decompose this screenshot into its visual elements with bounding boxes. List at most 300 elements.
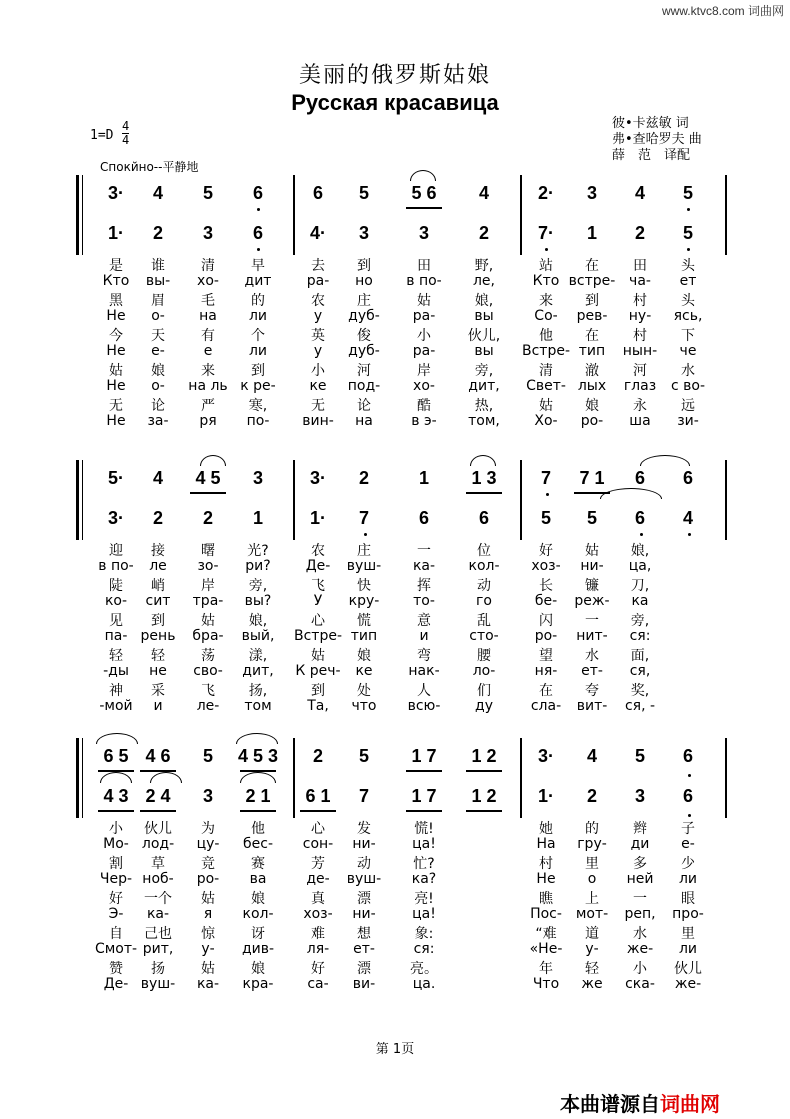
lyric-syllable: 他: [251, 821, 265, 837]
lyric-syllable: Со-: [534, 307, 558, 324]
barline: [725, 175, 727, 255]
lyric-syllable: 俊: [357, 328, 371, 344]
lyric-syllable: на: [355, 412, 373, 429]
lyric-syllable: 姑: [311, 648, 325, 664]
lyric-syllable: 难: [311, 926, 325, 942]
lyric-syllable: вуш-: [140, 975, 176, 992]
lyric-syllable: дуб-: [348, 307, 380, 324]
lyric-syllable: 澈: [585, 363, 599, 379]
note-upper: 2: [312, 746, 323, 766]
lyric-syllable: вуш-: [346, 557, 382, 574]
lyric-syllable: 人: [417, 683, 431, 699]
lyric-syllable: 心: [311, 613, 325, 629]
note-upper: 5: [358, 183, 369, 203]
lyric-syllable: 瞧: [539, 891, 553, 907]
lyric-syllable: вит-: [576, 697, 608, 714]
lyric-syllable: рень: [140, 627, 176, 644]
note-lower: 4 3: [103, 786, 129, 806]
lyric-syllable: зи-: [677, 412, 699, 429]
lyric-syllable: -ды: [103, 662, 129, 679]
lyric-syllable: реж-: [574, 592, 610, 609]
lyric-syllable: 好: [311, 961, 325, 977]
lyric-syllable: про-: [672, 905, 704, 922]
beam-underline: [466, 810, 502, 812]
note-upper: 5·: [107, 468, 124, 488]
lyric-syllable: вы?: [244, 592, 272, 609]
lyric-syllable: 一个: [144, 891, 172, 907]
lyric-syllable: 野,: [474, 258, 494, 274]
lyric-syllable: сто-: [469, 627, 499, 644]
octave-dot: [545, 248, 548, 251]
lyric-syllable: ра-: [306, 272, 330, 289]
lyric-syllable: 里: [585, 856, 599, 872]
lyric-syllable: са-: [307, 975, 329, 992]
lyric-syllable: 一: [585, 613, 599, 629]
lyric-syllable: ди: [630, 835, 650, 852]
lyric-syllable: 英: [311, 328, 325, 344]
lyric-syllable: Не: [106, 377, 126, 394]
lyric-syllable: 荡: [201, 648, 215, 664]
note-lower: 6: [634, 508, 645, 528]
note-lower: 3: [358, 223, 369, 243]
lyric-syllable: ся, -: [624, 697, 656, 714]
lyric-syllable: 今: [109, 328, 123, 344]
lyric-syllable: ну-: [628, 307, 652, 324]
lyric-syllable: 是: [109, 258, 123, 274]
lyric-syllable: 毛: [201, 293, 215, 309]
lyric-syllable: 飞: [201, 683, 215, 699]
lyric-syllable: ро-: [580, 412, 604, 429]
lyric-syllable: 慌!: [414, 821, 434, 837]
lyric-syllable: 水: [633, 926, 647, 942]
lyric-syllable: 娘: [251, 961, 265, 977]
lyric-syllable: 旁,: [248, 578, 268, 594]
lyric-syllable: Мо-: [103, 835, 129, 852]
tie-arc: [96, 733, 138, 744]
note-upper: 5 6: [411, 183, 437, 203]
lyric-syllable: 谁: [151, 258, 165, 274]
lyric-syllable: том: [244, 697, 272, 714]
note-upper: 4 5 3: [237, 746, 279, 766]
lyric-syllable: Чер-: [99, 870, 133, 887]
lyric-syllable: 望: [539, 648, 553, 664]
title-chinese: 美丽的俄罗斯姑娘: [298, 63, 491, 88]
lyric-syllable: вы: [474, 342, 494, 359]
note-lower: 1 2: [471, 786, 497, 806]
barline: [725, 738, 727, 818]
lyric-syllable: 神: [109, 683, 123, 699]
lyric-syllable: 动: [477, 578, 491, 594]
lyric-syllable: Не: [106, 412, 126, 429]
note-lower: 6: [478, 508, 489, 528]
lyric-syllable: 下: [681, 328, 695, 344]
lyric-syllable: о: [587, 870, 597, 887]
lyric-syllable: 漾,: [248, 648, 268, 664]
lyric-syllable: тра-: [192, 592, 224, 609]
lyric-syllable: ноб-: [142, 870, 174, 887]
lyric-syllable: 到: [585, 293, 599, 309]
lyric-syllable: ли: [678, 940, 698, 957]
lyric-syllable: 岸: [417, 363, 431, 379]
lyric-syllable: 心: [311, 821, 325, 837]
lyric-syllable: 光?: [247, 543, 269, 559]
lyric-syllable: 辫: [633, 821, 647, 837]
lyric-syllable: 到: [311, 683, 325, 699]
lyric-syllable: ет-: [353, 940, 375, 957]
tie-arc: [600, 488, 662, 499]
lyric-syllable: 来: [539, 293, 553, 309]
lyric-syllable: Та,: [307, 697, 329, 714]
lyric-syllable: 酷: [417, 398, 431, 414]
lyric-syllable: 芳: [311, 856, 325, 872]
lyric-syllable: 眉: [151, 293, 165, 309]
lyric-syllable: Не: [536, 870, 556, 887]
lyric-syllable: ло-: [472, 662, 496, 679]
watermark: www.ktvc8.com 词曲网: [661, 4, 784, 18]
lyric-syllable: вы: [474, 307, 494, 324]
lyric-syllable: у: [313, 307, 323, 324]
lyric-syllable: 庄: [357, 543, 371, 559]
lyric-syllable: ва: [249, 870, 267, 887]
note-lower: 1·: [537, 786, 554, 806]
lyric-syllable: 娘,: [248, 613, 268, 629]
lyric-syllable: к ре-: [240, 377, 276, 394]
lyric-syllable: 忙?: [413, 856, 435, 872]
lyric-syllable: же: [581, 975, 603, 992]
barline: [725, 460, 727, 540]
lyric-syllable: 道: [585, 926, 599, 942]
lyric-syllable: 长: [539, 578, 553, 594]
lyric-syllable: 到: [357, 258, 371, 274]
lyric-syllable: 庄: [357, 293, 371, 309]
lyric-syllable: Не: [106, 342, 126, 359]
lyric-syllable: 伙儿: [674, 961, 702, 977]
lyric-syllable: ле: [149, 557, 167, 574]
lyric-syllable: лод-: [141, 835, 175, 852]
lyric-syllable: 站: [539, 258, 553, 274]
lyric-syllable: бес-: [243, 835, 273, 852]
time-bottom: 4: [122, 133, 130, 147]
system-brace-inner: [82, 460, 83, 540]
lyric-syllable: ро-: [534, 627, 558, 644]
note-upper: 6: [312, 183, 323, 203]
lyric-syllable: в по-: [98, 557, 134, 574]
lyric-syllable: тип: [578, 342, 606, 359]
lyric-syllable: 头: [681, 258, 695, 274]
tie-arc: [236, 733, 278, 744]
lyric-syllable: ца!: [412, 905, 436, 922]
octave-dot: [546, 493, 549, 496]
lyric-syllable: 面,: [630, 648, 650, 664]
lyric-syllable: о-: [151, 377, 165, 394]
note-upper: 4: [478, 183, 489, 203]
note-lower: 2: [586, 786, 597, 806]
beam-underline: [300, 810, 336, 812]
lyric-syllable: же-: [674, 975, 702, 992]
lyric-syllable: 乱: [477, 613, 491, 629]
octave-dot: [257, 208, 260, 211]
lyric-syllable: гру-: [577, 835, 607, 852]
note-lower: 2: [152, 223, 163, 243]
lyric-syllable: 年: [539, 961, 553, 977]
lyric-syllable: Встре-: [521, 342, 570, 359]
note-lower: 5: [540, 508, 551, 528]
lyric-syllable: 亮!: [414, 891, 434, 907]
lyric-syllable: 扬: [151, 961, 165, 977]
lyric-syllable: ясь,: [673, 307, 703, 324]
lyric-syllable: ца,: [628, 557, 652, 574]
lyric-syllable: но: [355, 272, 373, 289]
lyric-syllable: 早: [251, 258, 265, 274]
lyric-syllable: 上: [585, 891, 599, 907]
lyric-syllable: 意: [417, 613, 431, 629]
note-lower: 7: [358, 508, 369, 528]
note-lower: 1·: [107, 223, 124, 243]
lyric-syllable: 热,: [474, 398, 494, 414]
note-upper: 4: [586, 746, 597, 766]
note-upper: 5: [682, 183, 693, 203]
key-signature: 1=D: [90, 128, 114, 143]
lyric-syllable: Де-: [103, 975, 129, 992]
note-upper: 4 6: [145, 746, 171, 766]
lyric-syllable: у-: [585, 940, 599, 957]
lyric-syllable: 的: [251, 293, 265, 309]
lyric-syllable: ке: [309, 377, 327, 394]
octave-dot: [688, 774, 691, 777]
lyric-syllable: ня-: [534, 662, 558, 679]
lyric-syllable: 为: [201, 821, 215, 837]
barline: [293, 175, 295, 255]
lyric-syllable: 陡: [109, 578, 123, 594]
system-brace: [76, 460, 79, 540]
lyric-syllable: 刀,: [630, 578, 650, 594]
lyric-syllable: 伙儿,: [467, 328, 501, 344]
lyric-syllable: Не: [106, 307, 126, 324]
lyric-syllable: ет-: [581, 662, 603, 679]
note-upper: 5: [202, 183, 213, 203]
tie-arc: [200, 455, 226, 466]
lyric-syllable: -мой: [99, 697, 133, 714]
lyric-syllable: ца!: [412, 835, 436, 852]
lyric-syllable: глаз: [623, 377, 657, 394]
lyric-syllable: 在: [585, 258, 599, 274]
lyric-syllable: мот-: [575, 905, 609, 922]
lyric-syllable: дит: [244, 272, 272, 289]
octave-dot: [364, 533, 367, 536]
lyric-syllable: 农: [311, 543, 325, 559]
tie-arc: [410, 170, 436, 181]
lyric-syllable: К реч-: [295, 662, 341, 679]
lyric-syllable: вы-: [145, 272, 171, 289]
credit-lyricist: 彼•卡兹敏 词: [612, 116, 689, 131]
lyric-syllable: кру-: [348, 592, 380, 609]
lyric-syllable: 眼: [681, 891, 695, 907]
lyric-syllable: ка-: [196, 975, 220, 992]
note-upper: 6: [682, 746, 693, 766]
lyric-syllable: на: [199, 307, 217, 324]
lyric-syllable: за-: [147, 412, 169, 429]
lyric-syllable: че: [679, 342, 697, 359]
note-lower: 2: [202, 508, 213, 528]
lyric-syllable: сит: [145, 592, 171, 609]
lyric-syllable: ря: [199, 412, 217, 429]
lyric-syllable: 农: [311, 293, 325, 309]
lyric-syllable: 娘,: [474, 293, 494, 309]
lyric-syllable: «Не-: [529, 940, 563, 957]
note-upper: 5: [202, 746, 213, 766]
note-lower: 1: [586, 223, 597, 243]
lyric-syllable: ри?: [245, 557, 271, 574]
lyric-syllable: 水: [681, 363, 695, 379]
lyric-syllable: ся:: [629, 627, 651, 644]
note-upper: 3: [586, 183, 597, 203]
lyric-syllable: же-: [626, 940, 654, 957]
lyric-syllable: 见: [109, 613, 123, 629]
footer-site-name: 词曲网: [660, 1092, 720, 1116]
lyric-syllable: 黑: [109, 293, 123, 309]
lyric-syllable: сла-: [530, 697, 562, 714]
lyric-syllable: 清: [539, 363, 553, 379]
lyric-syllable: 村: [633, 293, 647, 309]
lyric-syllable: 姑: [539, 398, 553, 414]
lyric-syllable: го: [476, 592, 492, 609]
lyric-syllable: 轻: [151, 648, 165, 664]
lyric-syllable: 割: [109, 856, 123, 872]
tie-arc: [240, 772, 276, 783]
note-upper: 1 7: [411, 746, 437, 766]
lyric-syllable: ка-: [146, 905, 170, 922]
lyric-syllable: Свет-: [526, 377, 566, 394]
footer-source-text: 本曲谱源自: [560, 1092, 660, 1116]
octave-dot: [640, 533, 643, 536]
lyric-syllable: Кто: [532, 272, 560, 289]
lyric-syllable: нын-: [622, 342, 658, 359]
lyric-syllable: 他: [539, 328, 553, 344]
lyric-syllable: 天: [151, 328, 165, 344]
lyric-syllable: 轻: [585, 961, 599, 977]
lyric-syllable: у-: [201, 940, 215, 957]
lyric-syllable: 赞: [109, 961, 123, 977]
lyric-syllable: и: [419, 627, 429, 644]
lyric-syllable: Кто: [102, 272, 130, 289]
lyric-syllable: 草: [151, 856, 165, 872]
tie-arc: [150, 772, 182, 783]
lyric-syllable: 曙: [201, 543, 215, 559]
note-upper: 3·: [309, 468, 326, 488]
barline: [520, 175, 522, 255]
lyric-syllable: хоз-: [303, 905, 333, 922]
barline: [293, 460, 295, 540]
lyric-syllable: 小: [311, 363, 325, 379]
lyric-syllable: 挥: [417, 578, 431, 594]
note-lower: 1·: [309, 508, 326, 528]
note-upper: 4 5: [195, 468, 221, 488]
lyric-syllable: 水: [585, 648, 599, 664]
beam-underline: [466, 770, 502, 772]
tie-arc: [640, 455, 690, 466]
lyric-syllable: 个: [251, 328, 265, 344]
lyric-syllable: ца.: [412, 975, 436, 992]
lyric-syllable: 去: [311, 258, 325, 274]
lyric-syllable: 小: [633, 961, 647, 977]
lyric-syllable: 漂: [357, 961, 371, 977]
octave-dot: [687, 208, 690, 211]
credit-composer: 弗•查哈罗夫 曲: [612, 132, 702, 147]
lyric-syllable: по-: [246, 412, 270, 429]
note-lower: 3·: [107, 508, 124, 528]
lyric-syllable: 清: [201, 258, 215, 274]
note-lower: 2: [478, 223, 489, 243]
lyric-syllable: 旁,: [474, 363, 494, 379]
barline: [520, 460, 522, 540]
lyric-syllable: бра-: [192, 627, 224, 644]
lyric-syllable: ша: [629, 412, 651, 429]
note-lower: 7: [358, 786, 369, 806]
tie-arc: [470, 455, 496, 466]
beam-underline: [406, 810, 442, 812]
system-brace: [76, 738, 79, 818]
lyric-syllable: 村: [633, 328, 647, 344]
lyric-syllable: хо-: [197, 272, 219, 289]
lyric-syllable: У: [313, 592, 323, 609]
lyric-syllable: сон-: [302, 835, 334, 852]
note-lower: 6: [418, 508, 429, 528]
tie-arc: [100, 772, 132, 783]
system-brace-inner: [82, 738, 83, 818]
lyric-syllable: ся,: [629, 662, 651, 679]
note-upper: 7 1: [579, 468, 605, 488]
lyric-syllable: 姑: [201, 961, 215, 977]
footer-source: [560, 1088, 720, 1117]
lyric-syllable: и: [153, 697, 163, 714]
credit-translator: 薛 范 译配: [612, 148, 691, 163]
lyric-syllable: ду: [475, 697, 493, 714]
lyric-syllable: па-: [104, 627, 128, 644]
lyric-syllable: что: [351, 697, 377, 714]
lyric-syllable: 无: [311, 398, 325, 414]
lyric-syllable: 头: [681, 293, 695, 309]
tempo-marking: Спокйно--平静地: [100, 160, 199, 174]
lyric-syllable: Смот-: [94, 940, 138, 957]
note-upper: 6: [252, 183, 263, 203]
lyric-syllable: вин-: [302, 412, 334, 429]
lyric-syllable: Э-: [108, 905, 124, 922]
lyric-syllable: 发: [357, 821, 371, 837]
lyric-syllable: 在: [585, 328, 599, 344]
lyric-syllable: ли: [678, 870, 698, 887]
lyric-syllable: рев-: [576, 307, 608, 324]
lyric-syllable: 动: [357, 856, 371, 872]
lyric-syllable: 论: [357, 398, 371, 414]
note-upper: 4: [152, 468, 163, 488]
lyric-syllable: кра-: [242, 975, 274, 992]
lyric-syllable: 无: [109, 398, 123, 414]
lyric-syllable: 在: [539, 683, 553, 699]
note-lower: 2 1: [245, 786, 271, 806]
lyric-syllable: ра-: [412, 342, 436, 359]
lyric-syllable: 多: [633, 856, 647, 872]
lyric-syllable: кол-: [468, 557, 500, 574]
lyric-syllable: в по-: [406, 272, 442, 289]
lyric-syllable: 小: [109, 821, 123, 837]
note-lower: 2: [634, 223, 645, 243]
octave-dot: [688, 814, 691, 817]
lyric-syllable: 弯: [417, 648, 431, 664]
lyric-syllable: 远: [681, 398, 695, 414]
lyric-syllable: 漂: [357, 891, 371, 907]
beam-underline: [466, 492, 502, 494]
lyric-syllable: 河: [633, 363, 647, 379]
